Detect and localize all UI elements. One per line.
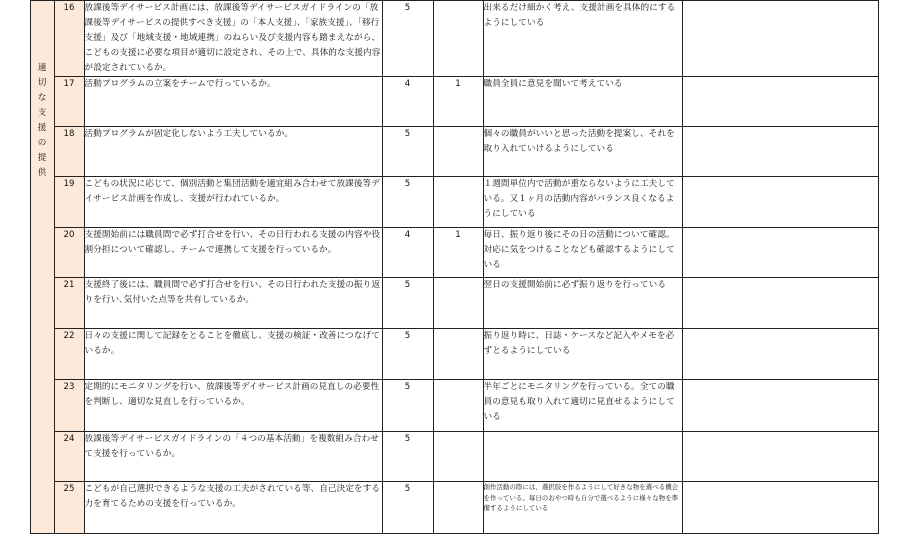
yes-count: 4 — [382, 228, 433, 278]
no-count — [433, 127, 483, 177]
item-number: 17 — [54, 77, 84, 127]
improvement-cell — [682, 482, 878, 534]
comment-cell: 半年ごとにモニタリングを行っている。全ての職員の意見も取り入れて適切に見直せるようにしている — [483, 380, 682, 432]
table-row — [0, 432, 878, 482]
yes-count: 5 — [382, 329, 433, 380]
no-count — [433, 177, 483, 228]
table-row — [0, 329, 878, 380]
table-row — [0, 77, 878, 127]
yes-count: 5 — [382, 278, 433, 329]
comment-cell: 翌日の支援開始前に必ず振り返りを行っている — [483, 278, 682, 329]
question-text: 放課後等デイサービスガイドラインの「４つの基本活動」を複数組み合わせて支援を行っているか。 — [84, 432, 382, 482]
question-text: 活動プログラムの立案をチームで行っているか。 — [84, 77, 382, 127]
item-number: 20 — [54, 228, 84, 278]
item-number: 25 — [54, 482, 84, 534]
item-number: 16 — [54, 1, 84, 77]
table-row — [0, 482, 878, 534]
yes-count: 5 — [382, 177, 433, 228]
improvement-cell — [682, 77, 878, 127]
question-text: こどもが自己選択できるような支援の工夫がされている等、自己決定をする力を育てるための支援を行っているか。 — [84, 482, 382, 534]
table-row — [0, 278, 878, 329]
improvement-cell — [682, 228, 878, 278]
comment-cell: 創作活動の際には、選択肢を作るようにして好きな物を選べる機会を作っている。毎日のおやつ時も自分で選べるように様々な物を準備するようにしている — [483, 482, 682, 534]
table-row — [0, 1, 878, 77]
no-count — [433, 482, 483, 534]
question-text: こどもの状況に応じて、個別活動と集団活動を適宜組み合わせて放課後等デイサービス計画を作成し、支援が行われているか。 — [84, 177, 382, 228]
improvement-cell — [682, 278, 878, 329]
no-count: 1 — [433, 77, 483, 127]
question-text: 支援開始前には職員間で必ず打合せを行い、その日行われる支援の内容や役割分担について確認し、チームで連携して支援を行っているか。 — [84, 228, 382, 278]
improvement-cell — [682, 177, 878, 228]
item-number: 21 — [54, 278, 84, 329]
no-count: 1 — [433, 228, 483, 278]
yes-count: 5 — [382, 127, 433, 177]
comment-cell: 毎日、振り返り後にその日の活動について確認。対応に気をつけることなども確認するようにしている — [483, 228, 682, 278]
item-number: 24 — [54, 432, 84, 482]
comment-cell: 職員全員に意見を聞いて考えている — [483, 77, 682, 127]
item-number: 22 — [54, 329, 84, 380]
item-number: 23 — [54, 380, 84, 432]
no-count — [433, 329, 483, 380]
question-text: 活動プログラムが固定化しないよう工夫しているか。 — [84, 127, 382, 177]
category-label: 適 切 な 支 援 の 提 供 — [37, 63, 47, 178]
table-row — [0, 380, 878, 432]
yes-count: 4 — [382, 77, 433, 127]
improvement-cell — [682, 380, 878, 432]
no-count — [433, 1, 483, 77]
question-text: 支援終了後には、職員間で必ず打合せを行い、その日行われた支援の振り返りを行い､気付いた点等を共有しているか。 — [84, 278, 382, 329]
no-count — [433, 432, 483, 482]
no-count — [433, 278, 483, 329]
item-number: 19 — [54, 177, 84, 228]
table-row — [0, 177, 878, 228]
comment-cell: １週間単位内で活動が重ならないように工夫している。又１ヶ月の活動内容がバランス良くなるようにしている — [483, 177, 682, 228]
item-number: 18 — [54, 127, 84, 177]
no-count — [433, 380, 483, 432]
improvement-cell — [682, 127, 878, 177]
table-row — [0, 228, 878, 278]
question-text: 定期的にモニタリングを行い、放課後等デイサービス計画の見直しの必要性を判断し、適切な見直しを行っているか。 — [84, 380, 382, 432]
left-margin — [0, 1, 30, 534]
question-text: 日々の支援に関して記録をとることを徹底し、支援の検証・改善につなげているか。 — [84, 329, 382, 380]
yes-count: 5 — [382, 380, 433, 432]
comment-cell: 個々の職員がいいと思った活動を提案し、それを取り入れていけるようにしている — [483, 127, 682, 177]
yes-count: 5 — [382, 1, 433, 77]
question-text: 放課後等デイサービス計画には、放課後等デイサービスガイドラインの「放課後等デイサービスの提供すべき支援」の「本人支援」、「家族支援」、「移行支援」及び「地域支援・地域連携」のねらい及び支援内容も踏まえながら、こどもの支援に必要な項目が適切に設定され、その上で、具体的な支援内容が設定されているか。 — [84, 1, 382, 77]
comment-cell: 出来るだけ細かく考え、支援計画を具体的にするようにしている — [483, 1, 682, 77]
yes-count: 5 — [382, 482, 433, 534]
improvement-cell — [682, 329, 878, 380]
category-cell — [30, 1, 54, 534]
comment-cell: 振り返り時に、日誌・ケースなど記入やメモを必ずとるようにしている — [483, 329, 682, 380]
table-row — [0, 127, 878, 177]
improvement-cell — [682, 1, 878, 77]
comment-cell — [483, 432, 682, 482]
improvement-cell — [682, 432, 878, 482]
yes-count: 5 — [382, 432, 433, 482]
